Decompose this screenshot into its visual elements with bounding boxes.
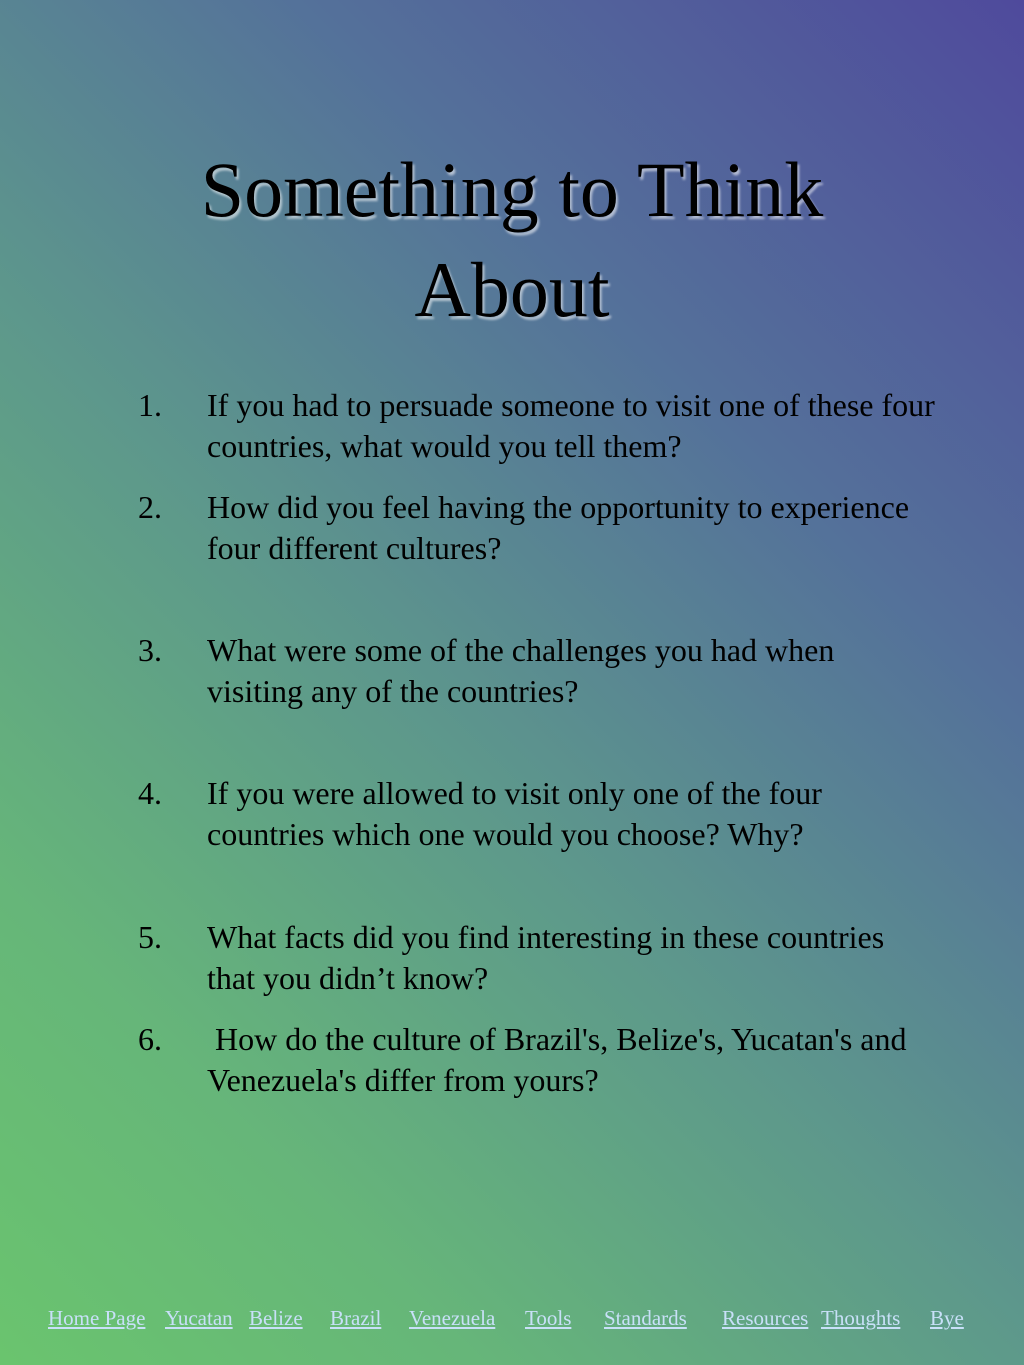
nav-link-yucatan[interactable]: Yucatan (165, 1306, 233, 1330)
nav-link-resources[interactable]: Resources (722, 1306, 809, 1330)
question-number: 1. (138, 387, 162, 423)
nav-link-home-page[interactable]: Home Page (48, 1306, 146, 1330)
question-item (138, 487, 938, 569)
slide-title: Something to Think About (200, 146, 824, 333)
question-text: What facts did you find interesting in these countries that you didn’t know? (207, 919, 885, 996)
nav-link-brazil[interactable]: Brazil (330, 1306, 382, 1330)
nav-link-bye[interactable]: Bye (930, 1306, 964, 1330)
question-item (138, 1019, 938, 1101)
question-number: 2. (138, 489, 162, 525)
question-item (138, 773, 938, 855)
question-text: If you had to persuade someone to visit one of these four countries, what would you tell them? (207, 387, 935, 464)
nav-link-belize[interactable]: Belize (249, 1306, 303, 1330)
question-number: 6. (138, 1021, 162, 1057)
question-text: How do the culture of Brazil's, Belize's, Yucatan's and Venezuela's differ from yours? (207, 1021, 914, 1098)
question-number: 3. (138, 632, 162, 668)
nav-link-thoughts[interactable]: Thoughts (821, 1306, 901, 1330)
question-item (138, 385, 938, 467)
nav-link-tools[interactable]: Tools (525, 1306, 572, 1330)
question-text: If you were allowed to visit only one of the four countries which one would you choose? Why? (207, 775, 822, 852)
question-number: 4. (138, 775, 162, 811)
nav-link-venezuela[interactable]: Venezuela (409, 1306, 496, 1330)
question-number: 5. (138, 919, 162, 955)
question-item (138, 917, 938, 999)
question-text: What were some of the challenges you had when visiting any of the countries? (207, 632, 835, 709)
footer-nav (48, 1303, 988, 1333)
question-item (138, 630, 938, 712)
question-text: How did you feel having the opportunity to experience four different cultures? (207, 489, 910, 566)
nav-link-standards[interactable]: Standards (604, 1306, 687, 1330)
